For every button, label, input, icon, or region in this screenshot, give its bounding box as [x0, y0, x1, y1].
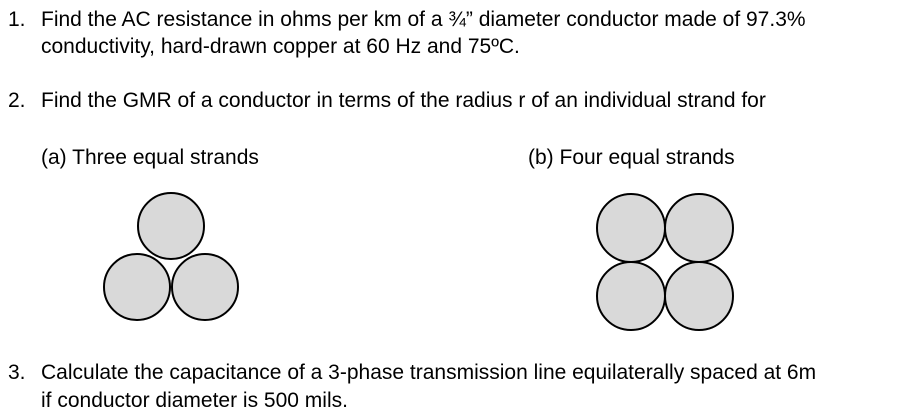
- strand-circle: [597, 194, 665, 262]
- problem-3-text-line-1: Calculate the capacitance of a 3-phase transmission line equilaterally spaced at 6m: [41, 361, 817, 384]
- four-strand-conductor-diagram: [597, 194, 733, 330]
- strand-circle: [104, 254, 170, 320]
- problem-1-text-line-2: conductivity, hard-drawn copper at 60 Hz and 75ºC.: [41, 35, 520, 58]
- problem-3-number: 3.: [8, 361, 26, 384]
- problem-1-number: 1.: [8, 8, 26, 31]
- part-a-label: (a) Three equal strands: [41, 146, 259, 169]
- strand-circle: [138, 193, 204, 259]
- strand-circle: [597, 262, 665, 330]
- problem-3-text-line-2: if conductor diameter is 500 mils.: [41, 389, 348, 412]
- part-b-label: (b) Four equal strands: [528, 146, 735, 169]
- strand-circle: [665, 262, 733, 330]
- strand-circle: [172, 254, 238, 320]
- problem-2-text-line-1: Find the GMR of a conductor in terms of the radius r of an individual strand for: [41, 89, 766, 112]
- problem-2-number: 2.: [8, 89, 26, 112]
- three-strand-conductor-diagram: [104, 193, 238, 320]
- strand-circle: [665, 194, 733, 262]
- problem-1-text-line-1: Find the AC resistance in ohms per km of a ¾” diameter conductor made of 97.3%: [41, 8, 806, 31]
